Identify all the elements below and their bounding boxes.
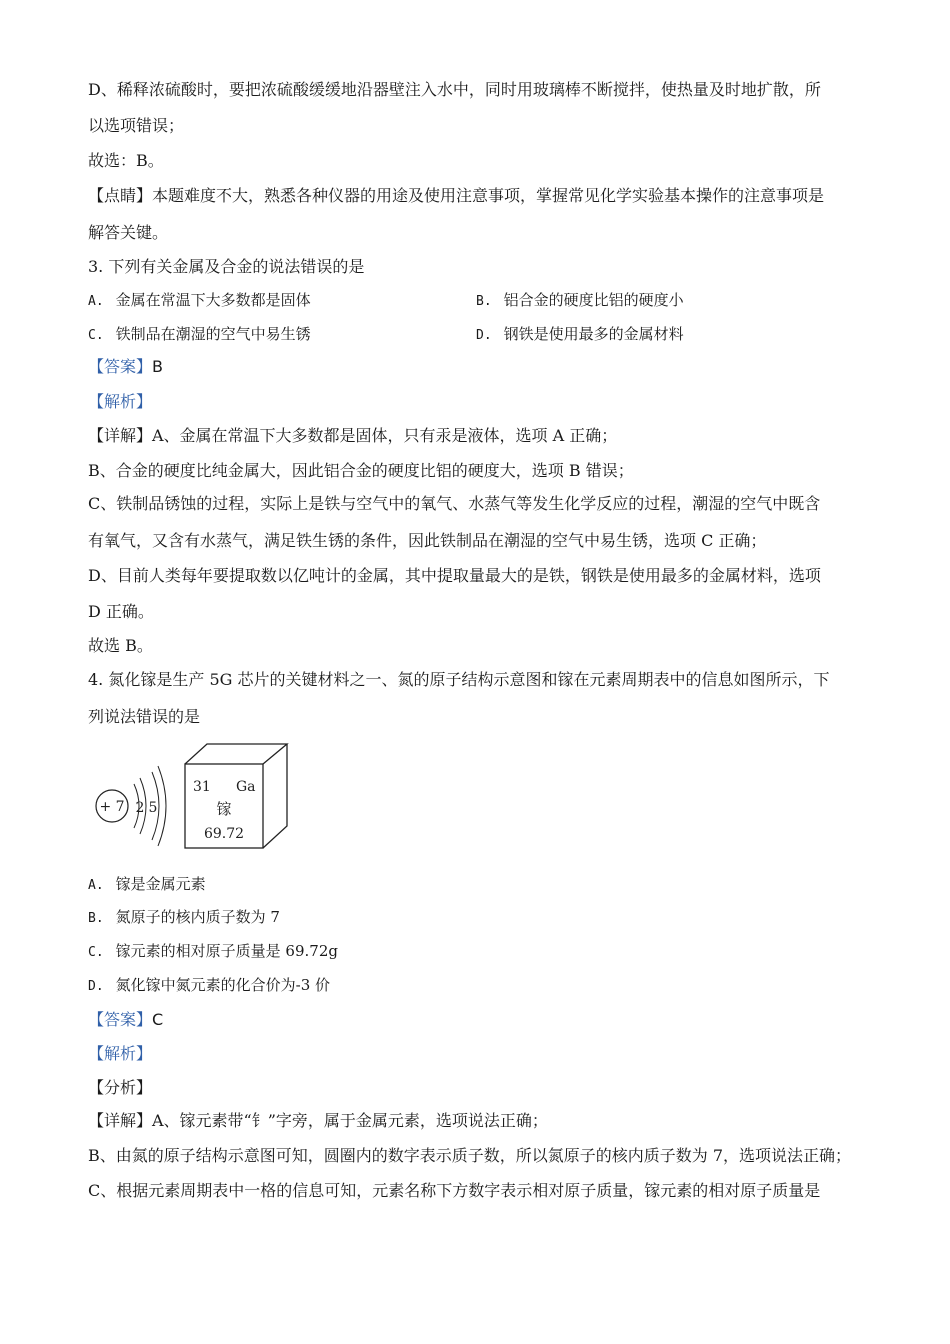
atom-and-element-figure [88,742,308,858]
answer-value: B [152,357,163,376]
q3-detail-line: D、目前人类每年要提取数以亿吨计的金属，其中提取量最大的是铁，钢铁是使用最多的金属材料，选项 [88,566,821,585]
q4-option-d [88,975,330,997]
question-4-stem: 4. 氮化镓是生产 5G 芯片的关键材料之一、氮的原子结构示意图和镓在元素周期表中的信息如图所示，下 [88,670,830,689]
q3-detail-line: 故选 B。 [88,636,153,655]
option-letter: D. [88,979,104,994]
cell-top [185,744,287,764]
option-text: 金属在常温下大多数都是固体 [115,291,311,309]
atomic-mass: 69.72 [203,826,245,842]
option-letter: A. [88,294,104,309]
q3-option-b [476,290,684,312]
option-letter: B. [476,294,492,309]
question-3-stem: 3. 下列有关金属及合金的说法错误的是 [88,257,365,276]
option-text: 铝合金的硬度比铝的硬度小 [503,291,684,309]
option-letter: D. [476,328,492,343]
q4-fenxi-tag: 【分析】 [88,1078,153,1097]
element-symbol: Ga [236,779,256,795]
option-text: 镓是金属元素 [115,875,206,893]
nucleus-charge: + 7 [99,799,125,815]
q3-option-d [476,324,684,346]
option-text: 氮原子的核内质子数为 7 [115,908,280,926]
q3-option-a [88,290,311,312]
option-text: 氮化镓中氮元素的化合价为-3 价 [115,976,331,994]
shell-2-electrons: 5 [148,800,158,816]
cell-side [263,744,287,848]
question-4-stem: 列说法错误的是 [88,707,201,726]
answer-value: C [152,1010,164,1029]
option-letter: C. [88,328,104,343]
q3-detail-line: D 正确。 [88,602,154,621]
answer-tag: 【答案】 [88,357,153,376]
shell-1-electrons: 2 [135,800,145,816]
text-line: D、稀释浓硫酸时，要把浓硫酸缓缓地沿器壁注入水中，同时用玻璃棒不断搅拌，使热量及时地扩散，所 [88,80,821,99]
gallium-element-cell [185,744,287,848]
q4-analysis-tag: 【解析】 [88,1044,153,1063]
text-line: 解答关键。 [88,223,169,242]
option-text: 钢铁是使用最多的金属材料 [503,325,684,343]
q4-option-c [88,941,338,963]
q4-detail-line: B、由氮的原子结构示意图可知，圆圈内的数字表示质子数，所以氮原子的核内质子数为 7，选项说法正确； [88,1146,852,1165]
q4-detail-line: 【详解】A、镓元素带“钅”字旁，属于金属元素，选项说法正确； [88,1111,548,1130]
option-text: 铁制品在潮湿的空气中易生锈 [115,325,311,343]
q3-detail-line: 【详解】A、金属在常温下大多数都是固体，只有汞是液体，选项 A 正确； [88,426,618,445]
text-line: 以选项错误； [88,116,185,135]
q3-detail-line: B、合金的硬度比纯金属大，因此铝合金的硬度比铝的硬度大，选项 B 错误； [88,461,634,480]
figure-svg [88,742,308,858]
q3-analysis-tag: 【解析】 [88,392,153,411]
option-letter: A. [88,878,104,893]
q3-detail-line: 有氧气，又含有水蒸气，满足铁生锈的条件，因此铁制品在潮湿的空气中易生锈，选项 C 正确； [88,531,767,550]
option-letter: C. [88,945,104,960]
q3-option-c [88,324,311,346]
answer-tag: 【答案】 [88,1010,153,1029]
option-text: 镓元素的相对原子质量是 69.72g [115,942,338,960]
q4-answer [88,1010,163,1030]
q3-detail-line: C、铁制品锈蚀的过程，实际上是铁与空气中的氧气、水蒸气等发生化学反应的过程，潮湿的空气中既含 [88,494,821,513]
q4-option-b [88,907,280,929]
q4-detail-line: C、根据元素周期表中一格的信息可知，元素名称下方数字表示相对原子质量，镓元素的相对原子质量是 [88,1181,821,1200]
text-line: 【点睛】本题难度不大，熟悉各种仪器的用途及使用注意事项，掌握常见化学实验基本操作的注意事项是 [88,186,825,205]
option-letter: B. [88,911,104,926]
nitrogen-atom-diagram [96,766,166,846]
atomic-number: 31 [193,779,211,795]
q3-answer [88,357,163,377]
text-line: 故选：B。 [88,151,164,170]
element-name: 镓 [216,800,232,818]
q4-option-a [88,874,206,896]
